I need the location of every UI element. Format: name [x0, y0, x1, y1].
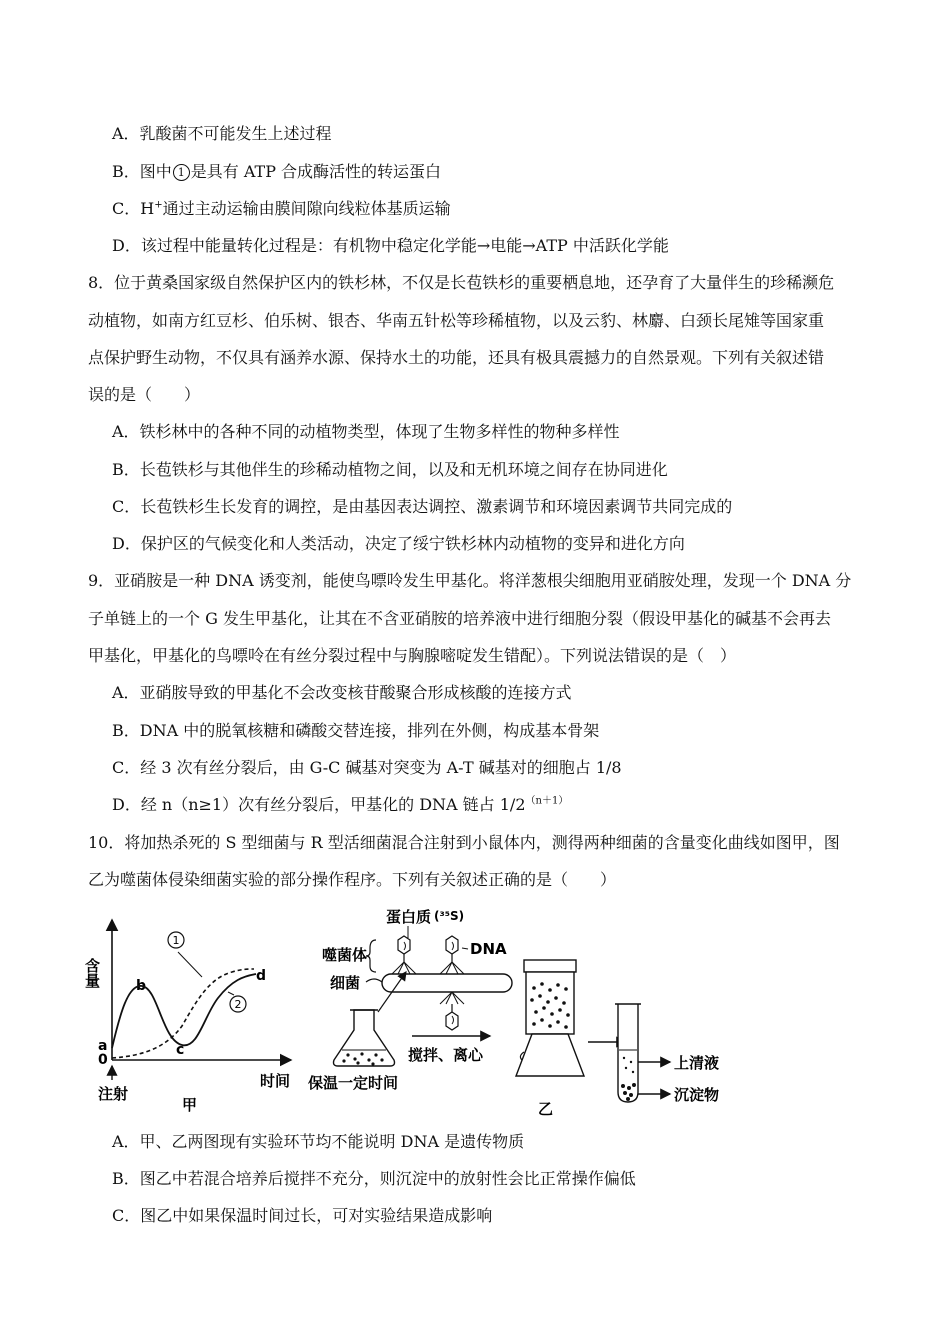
dna-label: DNA	[470, 940, 507, 958]
q9-option-b: B．DNA 中的脱氧核糖和磷酸交替连接，排列在外侧，构成基本骨架	[112, 721, 600, 740]
phage-bracket	[366, 940, 376, 972]
q10-option-c: C．图乙中如果保温时间过长，可对实验结果造成影响	[112, 1206, 493, 1225]
q9-option-d-exponent: （n＋1）	[525, 795, 569, 807]
phage-head-2	[446, 936, 458, 954]
q7-option-c	[112, 199, 451, 219]
q7-option-b-prefix: B．图中	[112, 162, 172, 181]
q9-stem-line-3: 甲基化，甲基化的鸟嘌呤在有丝分裂过程中与胸腺嘧啶发生错配）。下列说法错误的是（ ）	[88, 646, 737, 665]
bacteria-label: 细菌	[330, 974, 361, 992]
q8-option-d: D．保护区的气候变化和人类活动，决定了绥宁铁杉林内动植物的变异和进化方向	[112, 534, 685, 553]
q10-option-a: A．甲、乙两图现有实验环节均不能说明 DNA 是遗传物质	[112, 1132, 525, 1151]
label-d: d	[256, 968, 267, 984]
phage-fibers-3	[440, 992, 464, 1004]
leader-2	[228, 992, 234, 995]
blender-base	[516, 1034, 584, 1076]
q9-stem-line-1: 9．亚硝胺是一种 DNA 诱变剂，能使鸟嘌呤发生甲基化。将洋葱根尖细胞用亚硝胺处理，发现一个 DNA 分	[88, 571, 852, 590]
x-axis-label: 时间	[260, 1072, 291, 1090]
q8-stem-line-2: 动植物，如南方红豆杉、伯乐树、银杏、华南五针松等珍稀植物，以及云豹、林麝、白颈长尾雉等国家重	[88, 311, 825, 330]
sediment-label: 沉淀物	[674, 1086, 720, 1104]
q8-option-a: A．铁杉林中的各种不同的动植物类型，体现了生物多样性的物种多样性	[112, 422, 620, 441]
origin-label: 0	[98, 1052, 108, 1068]
q8-option-b: B．长苞铁杉与其他伴生的珍稀动植物之间，以及和无机环境之间存在协同进化	[112, 460, 668, 479]
label-c: c	[176, 1042, 185, 1058]
protein-label: 蛋白质	[386, 908, 432, 926]
bacterium	[382, 974, 512, 992]
phage-head-1	[398, 936, 410, 954]
caption-yi: 乙	[538, 1100, 554, 1118]
q7-option-c-sup: +	[154, 199, 163, 211]
q7-option-b	[112, 162, 441, 182]
q7-option-a: A．乳酸菌不可能发生上述过程	[112, 124, 332, 143]
q10-figure	[83, 902, 766, 1120]
label-a: a	[98, 1038, 108, 1054]
inject-label: 注射	[98, 1085, 129, 1103]
leader-1	[178, 952, 202, 977]
q10-stem-line-2: 乙为噬菌体侵染细菌实验的部分操作程序。下列有关叙述正确的是（ ）	[88, 870, 617, 889]
blender-lid	[524, 960, 576, 972]
phage-fibers-2	[440, 962, 464, 974]
q9-option-a: A．亚硝胺导致的甲基化不会改变核苷酸聚合形成核酸的连接方式	[112, 683, 572, 702]
diagram-yi	[308, 908, 719, 1118]
q9-stem-line-2: 子单链上的一个 G 发生甲基化，让其在不含亚硝胺的培养液中进行细胞分裂（假设甲基化的碱基不会再去	[88, 609, 831, 628]
incubate-label: 保温一定时间	[308, 1074, 399, 1092]
q8-stem-line-4: 误的是（ ）	[88, 385, 201, 404]
q7-option-c-suffix: 通过主动运输由膜间隙向线粒体基质运输	[162, 199, 451, 218]
flask	[334, 1010, 395, 1066]
q8-stem-line-3: 点保护野生动物，不仅具有涵养水源、保持水土的功能，还具有极具震撼力的自然景观。下列有关叙述错	[88, 348, 825, 367]
phage-label: 噬菌体	[322, 946, 368, 964]
q10-option-b: B．图乙中若混合培养后搅拌不充分，则沉淀中的放射性会比正常操作偏低	[112, 1169, 636, 1188]
protein-isotope: (³⁵S)	[434, 909, 465, 923]
q9-option-c: C．经 3 次有丝分裂后，由 G-C 碱基对突变为 A-T 碱基对的细胞占 1/8	[112, 758, 622, 777]
bacteria-leader	[366, 979, 382, 982]
q9-option-d	[112, 795, 568, 815]
stir-label: 搅拌、离心	[408, 1046, 484, 1064]
y-axis-label: 含量	[83, 958, 101, 988]
dna-leader	[462, 948, 468, 949]
circled-1-icon: 1	[173, 164, 190, 181]
q8-stem-line-1: 8．位于黄桑国家级自然保护区内的铁杉林，不仅是长苞铁杉的重要栖息地，还孕育了大量伴生的珍稀濒危	[88, 273, 835, 292]
supernatant-label: 上清液	[674, 1054, 720, 1072]
curve-1-number: 1	[172, 934, 180, 947]
q7-option-b-suffix: 是具有 ATP 合成酶活性的转运蛋白	[190, 162, 442, 181]
q10-stem-line-1: 10．将加热杀死的 S 型细菌与 R 型活细菌混合注射到小鼠体内，测得两种细菌的含量变化曲线如图甲，图	[88, 833, 840, 852]
phage-fibers-1	[392, 962, 416, 974]
q7-option-d: D．该过程中能量转化过程是：有机物中稳定化学能→电能→ATP 中活跃化学能	[112, 236, 669, 255]
q9-option-d-main: D．经 n（n≥1）次有丝分裂后，甲基化的 DNA 链占 1/2	[112, 795, 526, 814]
phage-head-3	[446, 1012, 458, 1030]
caption-jia: 甲	[182, 1096, 198, 1114]
label-b: b	[136, 978, 147, 994]
q7-option-c-prefix: C．H	[112, 199, 155, 218]
curve-2-number: 2	[234, 998, 242, 1011]
q8-option-c: C．长苞铁杉生长发育的调控，是由基因表达调控、激素调节和环境因素调节共同完成的	[112, 497, 733, 516]
graph-jia	[83, 920, 291, 1114]
